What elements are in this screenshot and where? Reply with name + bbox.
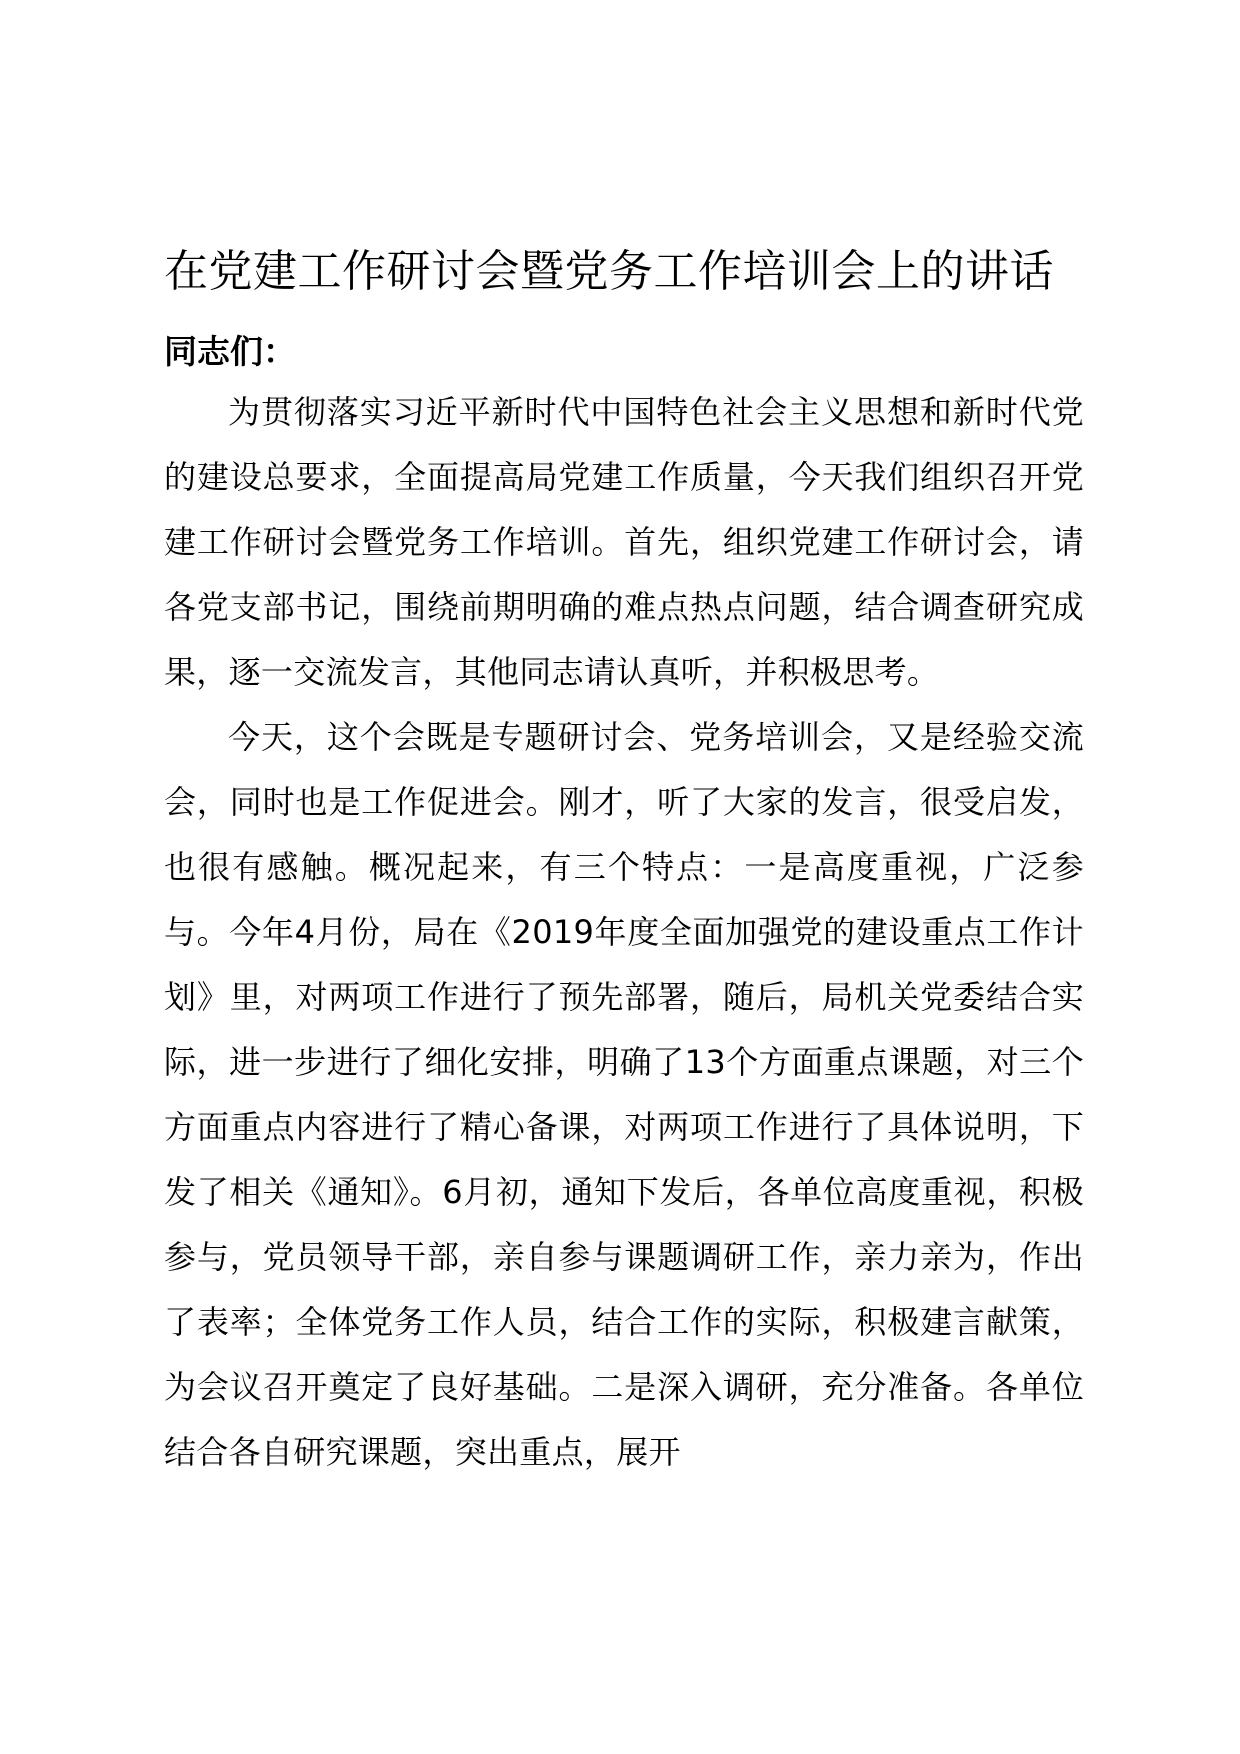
- paragraph: 为贯彻落实习近平新时代中国特色社会主义思想和新时代党的建设总要求，全面提高局党建工作质量，今天我们组织召开党建工作研讨会暨党务工作培训。首先，组织党建工作研讨会，请各党支部书记，围绕前期明确的难点热点问题，结合调查研究成果，逐一交流发言，其他同志请认真听，并积极思考。: [164, 393, 1084, 691]
- greeting: 同志们：: [164, 332, 296, 371]
- paragraph: 今天，这个会既是专题研讨会、党务培训会，又是经验交流会，同时也是工作促进会。刚才，听了大家的发言，很受启发，也很有感触。概况起来，有三个特点：一是高度重视，广泛参与。今年4月份，局在《2019年度全面加强党的建设重点工作计划》里，对两项工作进行了预先部署，随后，局机关党委结合实际，进一步进行了细化安排，明确了13个方面重点课题，对三个方面重点内容进行了精心备课，对两项工作进行了具体说明，下发了相关《通知》。6月初，通知下发后，各单位高度重视，积极参与，党员领导干部，亲自参与课题调研工作，亲力亲为，作出了表率；全体党务工作人员，结合工作的实际，积极建言献策，为会议召开奠定了良好基础。二是深入调研，充分准备。各单位结合各自研究课题，突出重点，展开: [164, 718, 1084, 1471]
- document-title: 在党建工作研讨会暨党务工作培训会上的讲话: [164, 246, 1054, 297]
- document-body: [164, 240, 1084, 1485]
